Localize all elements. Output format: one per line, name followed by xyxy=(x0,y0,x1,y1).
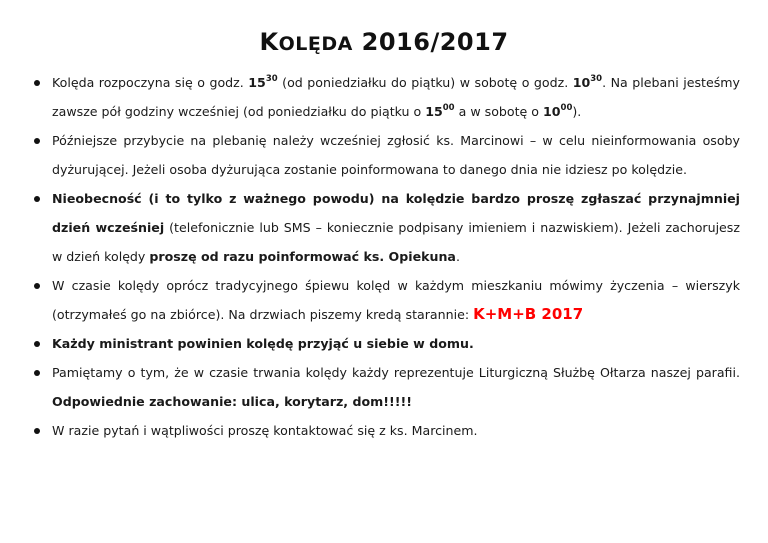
time-hour: 10 xyxy=(572,75,591,90)
list-item-schedule xyxy=(30,68,740,126)
item-text: (od poniedziałku do piątku) w sobotę o godz. xyxy=(277,75,573,90)
time-hour: 15 xyxy=(425,104,443,119)
title-first-letter: K xyxy=(259,28,279,56)
item-bold-text: proszę od razu poinformować ks. Opiekuna xyxy=(149,249,456,264)
list-item-late-arrival xyxy=(30,126,740,184)
item-bold-text: Każdy ministrant powinien kolędę przyjąć u siebie w domu. xyxy=(52,336,474,351)
kmb-inscription: K+M+B 2017 xyxy=(473,305,584,323)
time-minutes: 00 xyxy=(560,102,573,113)
time-minutes: 30 xyxy=(265,73,278,84)
item-text: ). xyxy=(572,104,582,119)
item-text: . Na plebani jesteśmy zawsze pół godziny wcześniej (od poniedziałku do piątku o xyxy=(52,75,741,119)
item-text: W razie pytań i wątpliwości proszę kontaktować się z ks. Marcinem. xyxy=(52,423,478,438)
list-item-carols xyxy=(30,271,740,329)
time-minutes: 30 xyxy=(590,73,603,84)
item-text: . xyxy=(455,249,460,264)
list-item-contact xyxy=(30,416,740,445)
item-text: a w sobotę o xyxy=(454,104,543,119)
time-minutes: 00 xyxy=(442,102,455,113)
item-text: Pamiętamy o tym, że w czasie trwania kolędy każdy reprezentuje Liturgiczną Służbę Ołtarza naszej parafii. xyxy=(52,365,740,380)
time-hour: 10 xyxy=(543,104,561,119)
list-item-home-visit xyxy=(30,329,740,358)
rules-list xyxy=(30,68,740,445)
item-text: W czasie kolędy oprócz tradycyjnego śpiewu kolęd w każdym mieszkaniu mówimy życzenia – wierszyk (otrzymałeś go na zbiórce). Na drzwiach piszemy kredą starannie: xyxy=(52,278,740,322)
time-hour: 15 xyxy=(248,75,266,90)
item-bold-text: Nieobecność (i to tylko z ważnego powodu) na kolędzie bardzo proszę zgłaszać przynajmniej dzień wcześniej xyxy=(52,191,740,235)
list-item-absence xyxy=(30,184,740,271)
item-bold-text: Odpowiednie zachowanie: ulica, korytarz, dom!!!!! xyxy=(52,394,412,409)
item-text: Późniejsze przybycie na plebanię należy wcześniej zgłosić ks. Marcinowi – w celu nieinformowania osoby dyżurującej. Jeżeli osoba dyżurująca zostanie poinformowana to danego dnia nie idziesz po kolędzie. xyxy=(52,133,740,177)
title-years: 2016/2017 xyxy=(361,28,509,56)
list-item-behaviour xyxy=(30,358,740,416)
page-title xyxy=(0,28,768,56)
item-text: Kolęda rozpoczyna się o godz. xyxy=(52,75,249,90)
title-rest: OLĘDA xyxy=(278,33,353,55)
item-text: (telefonicznie lub SMS – koniecznie podpisany imieniem i nazwiskiem). Jeżeli zachorujesz w dzień kolędy xyxy=(52,220,740,264)
